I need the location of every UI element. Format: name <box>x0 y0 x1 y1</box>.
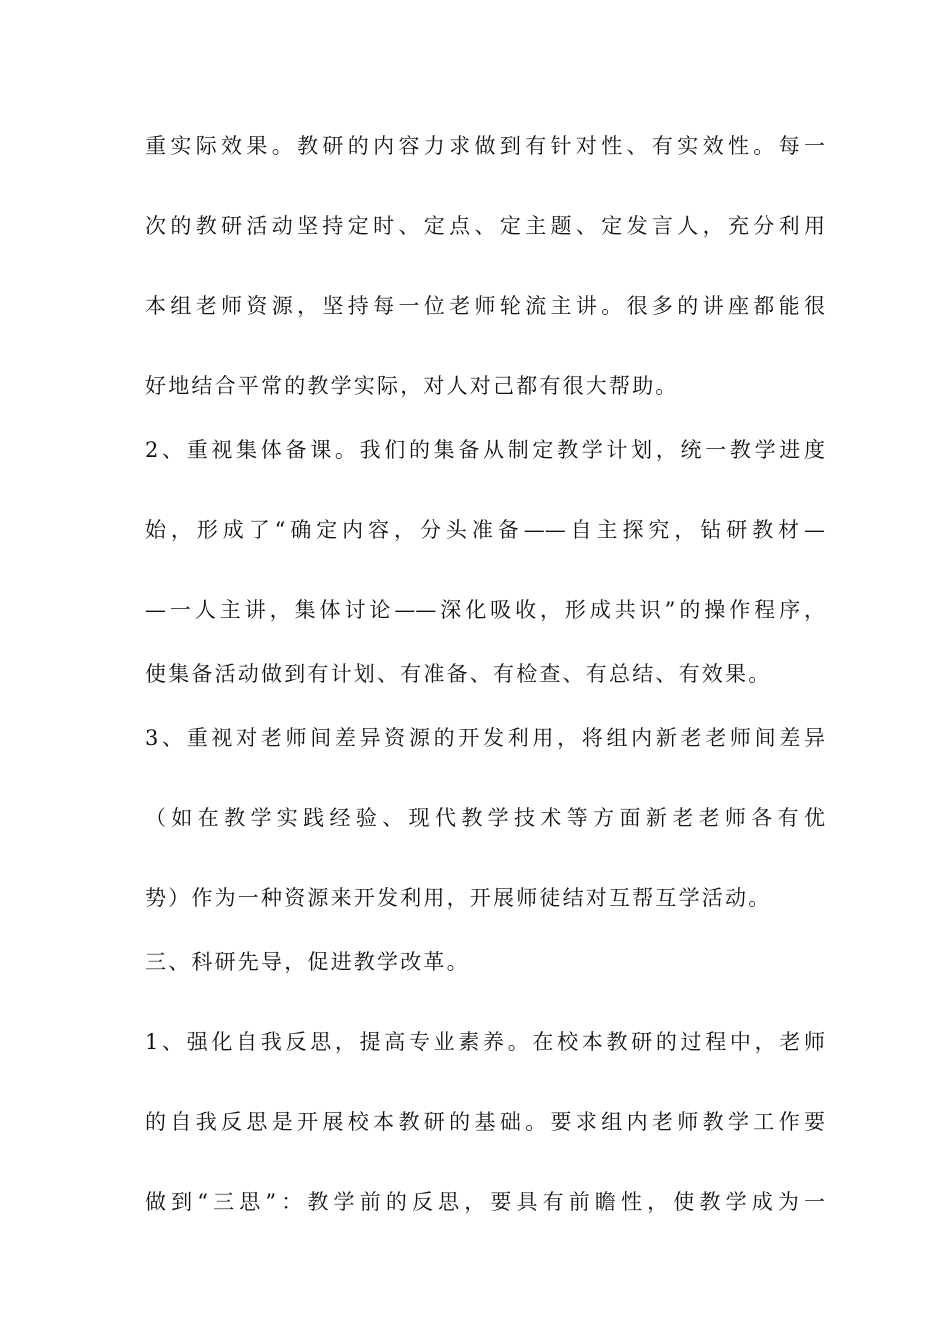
text-line-8: 使集备活动做到有计划、有准备、有检查、有总结、有效果。 <box>145 662 772 686</box>
text-line-11: 势）作为一种资源来开发利用，开展师徒结对互帮互学活动。 <box>145 886 772 910</box>
text-line-6: 始，形成了“确定内容，分头准备——自主探究，钻研教材— <box>145 518 825 542</box>
text-line-13: 1、强化自我反思，提高专业素养。在校本教研的过程中，老师 <box>145 1030 825 1054</box>
text-line-2: 次的教研活动坚持定时、定点、定主题、定发言人，充分利用 <box>145 214 825 238</box>
text-line-14: 的自我反思是开展校本教研的基础。要求组内老师教学工作要 <box>145 1110 825 1134</box>
text-line-9: 3、重视对老师间差异资源的开发利用，将组内新老老师间差异 <box>145 726 825 750</box>
text-line-4: 好地结合平常的教学实际，对人对己都有很大帮助。 <box>145 374 679 398</box>
text-line-10: （如在教学实践经验、现代教学技术等方面新老老师各有优 <box>145 806 825 830</box>
text-line-1: 重实际效果。教研的内容力求做到有针对性、有实效性。每一 <box>145 134 825 158</box>
text-line-12: 三、科研先导，促进教学改革。 <box>145 950 470 974</box>
text-line-7: —一人主讲，集体讨论——深化吸收，形成共识”的操作程序， <box>145 598 825 622</box>
text-line-15: 做到“三思”：教学前的反思，要具有前瞻性，使教学成为一 <box>145 1190 825 1214</box>
text-line-5: 2、重视集体备课。我们的集备从制定教学计划，统一教学进度 <box>145 438 825 462</box>
text-line-3: 本组老师资源，坚持每一位老师轮流主讲。很多的讲座都能很 <box>145 294 825 318</box>
